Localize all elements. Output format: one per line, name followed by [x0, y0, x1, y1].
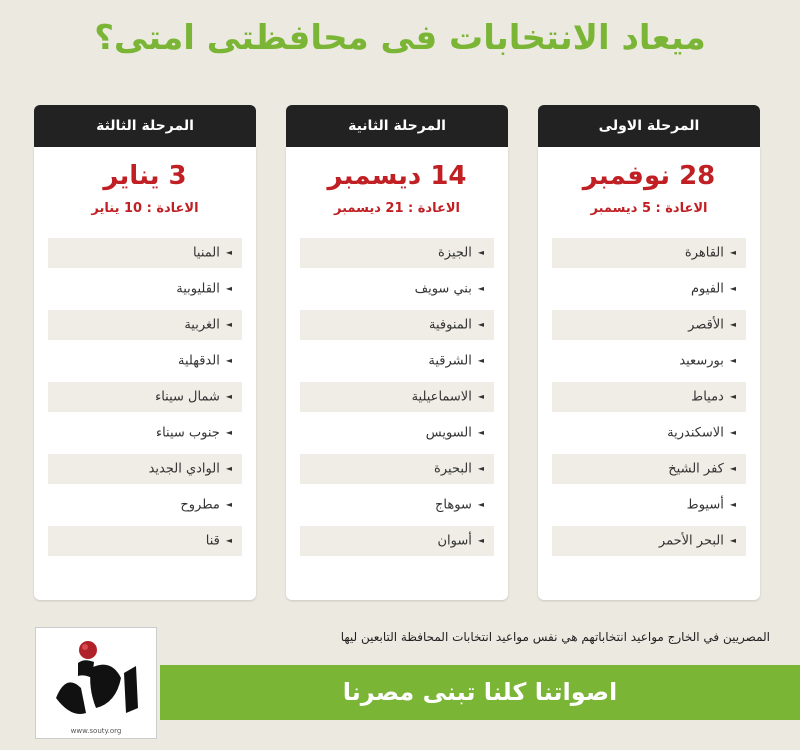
page-title: ميعاد الانتخابات فى محافظتى امتى؟	[94, 18, 706, 58]
bullet-icon: ◄	[225, 320, 232, 329]
phase-body	[286, 147, 508, 600]
governorate-list	[48, 238, 242, 556]
list-item: ◄كفر الشيخ	[552, 454, 746, 484]
bullet-icon: ◄	[225, 284, 232, 293]
bullet-icon: ◄	[729, 248, 736, 257]
footer-slogan: اصواتنا كلنا تبنى مصرنا	[160, 665, 800, 720]
list-item: ◄السويس	[425, 425, 484, 441]
list-item: ◄بني سويف	[414, 281, 484, 297]
logo-url: www.souty.org	[70, 727, 122, 735]
list-item: ◄الجيزة	[300, 238, 494, 268]
list-item: ◄المنيا	[48, 238, 242, 268]
list-item: ◄المنوفية	[300, 310, 494, 340]
governorate-list	[552, 238, 746, 556]
bullet-icon: ◄	[729, 500, 736, 509]
phase-column-2	[286, 105, 508, 600]
bullet-icon: ◄	[729, 536, 736, 545]
phase-redo-date: الاعادة : 10 يناير	[91, 201, 199, 216]
phase-header: المرحلة الثانية	[286, 105, 508, 147]
list-item: ◄الاسكندرية	[667, 425, 736, 441]
bullet-icon: ◄	[477, 320, 484, 329]
bullet-icon: ◄	[477, 356, 484, 365]
list-item: ◄شمال سيناء	[48, 382, 242, 412]
list-item: ◄البحر الأحمر	[552, 526, 746, 556]
phase-header: المرحلة الثالثة	[34, 105, 256, 147]
logo-mark-icon	[36, 628, 156, 723]
bullet-icon: ◄	[729, 428, 736, 437]
phase-redo-date: الاعادة : 21 ديسمبر	[333, 201, 460, 216]
list-item: ◄قنا	[48, 526, 242, 556]
list-item: ◄مطروح	[180, 497, 232, 513]
souty-logo	[35, 627, 157, 739]
bullet-icon: ◄	[225, 248, 232, 257]
phase-body	[34, 147, 256, 600]
list-item: ◄الاسماعيلية	[300, 382, 494, 412]
list-item: ◄القليوبية	[176, 281, 232, 297]
bullet-icon: ◄	[729, 464, 736, 473]
phase-redo-date: الاعادة : 5 ديسمبر	[590, 201, 708, 216]
list-item: ◄الغربية	[48, 310, 242, 340]
phase-date: 14 ديسمبر	[327, 161, 467, 191]
bullet-icon: ◄	[477, 536, 484, 545]
phase-header: المرحلة الاولى	[538, 105, 760, 147]
list-item: ◄الفيوم	[691, 281, 736, 297]
bullet-icon: ◄	[477, 248, 484, 257]
bullet-icon: ◄	[225, 536, 232, 545]
bullet-icon: ◄	[729, 392, 736, 401]
bullet-icon: ◄	[729, 356, 736, 365]
phase-date: 28 نوفمبر	[582, 161, 716, 191]
bullet-icon: ◄	[225, 464, 232, 473]
phase-date: 3 يناير	[103, 161, 187, 191]
bullet-icon: ◄	[225, 428, 232, 437]
bullet-icon: ◄	[225, 356, 232, 365]
governorate-list	[300, 238, 494, 556]
bullet-icon: ◄	[729, 284, 736, 293]
bullet-icon: ◄	[477, 464, 484, 473]
phase-body	[538, 147, 760, 600]
bullet-icon: ◄	[225, 392, 232, 401]
phase-column-3	[34, 105, 256, 600]
list-item: ◄جنوب سيناء	[155, 425, 232, 441]
list-item: ◄القاهرة	[552, 238, 746, 268]
expat-note: المصريين في الخارج مواعيد انتخاباتهم هي نفس مواعيد انتخابات المحافظة التابعين ليها	[340, 630, 770, 644]
list-item: ◄أسوان	[300, 526, 494, 556]
bullet-icon: ◄	[477, 500, 484, 509]
list-item: ◄الدقهلية	[178, 353, 232, 369]
list-item: ◄بورسعيد	[679, 353, 736, 369]
bullet-icon: ◄	[477, 392, 484, 401]
bullet-icon: ◄	[477, 284, 484, 293]
list-item: ◄سوهاج	[435, 497, 484, 513]
list-item: ◄أسيوط	[686, 497, 736, 513]
list-item: ◄الوادي الجديد	[48, 454, 242, 484]
phase-column-1	[538, 105, 760, 600]
bullet-icon: ◄	[225, 500, 232, 509]
list-item: ◄دمياط	[552, 382, 746, 412]
list-item: ◄الأقصر	[552, 310, 746, 340]
bullet-icon: ◄	[729, 320, 736, 329]
list-item: ◄الشرقية	[428, 353, 484, 369]
list-item: ◄البحيرة	[300, 454, 494, 484]
bullet-icon: ◄	[477, 428, 484, 437]
